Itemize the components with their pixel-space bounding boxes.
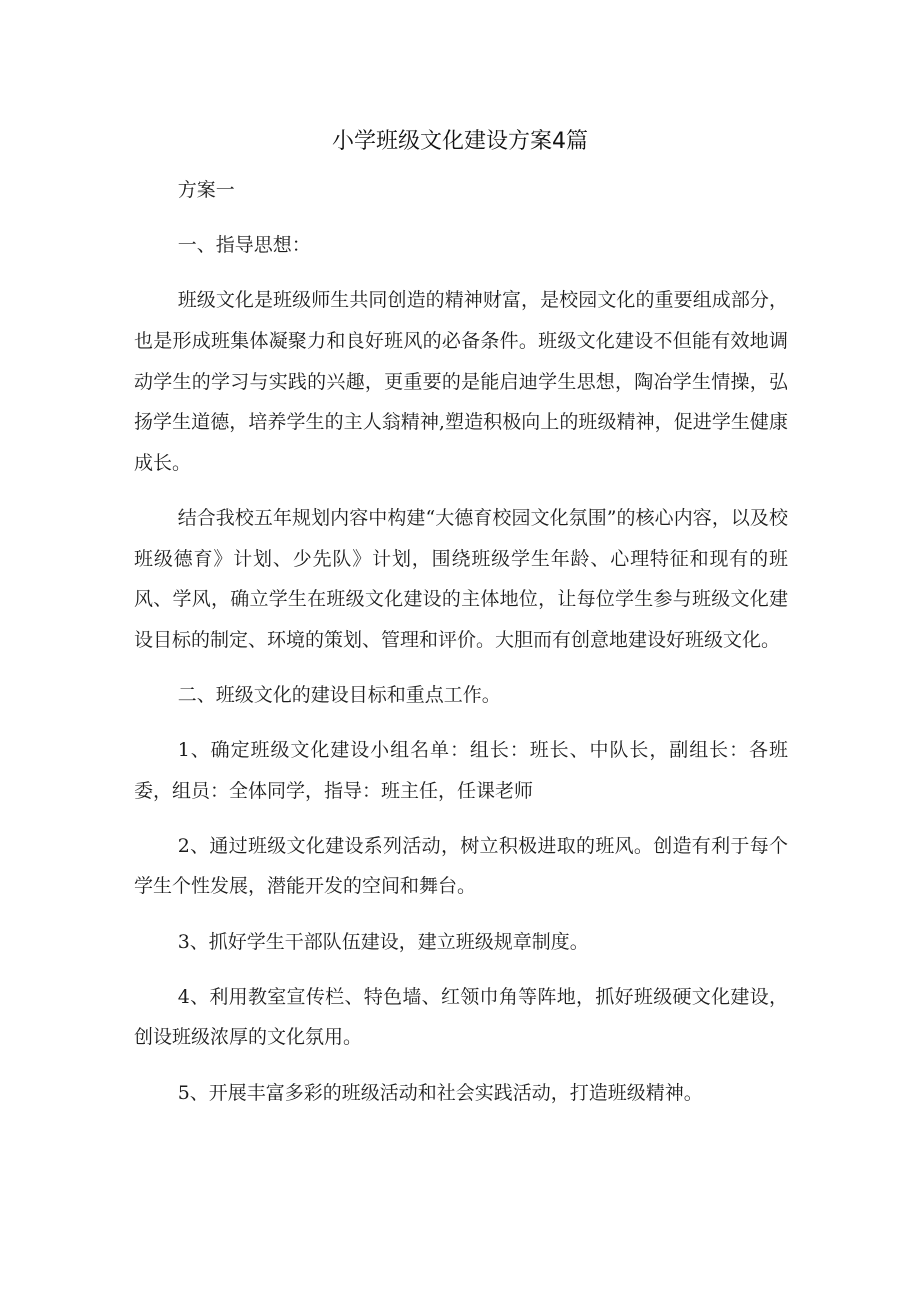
list-item-1: 1、确定班级文化建设小组名单：组长：班长、中队长，副组长：各班委，组员：全体同学，指导：班主任，任课老师 [134,739,788,802]
paragraph-school-plan: 结合我校五年规划内容中构建“大德育校园文化氛围”的核心内容，以及校班级德育》计划、少先队》计划，围绕班级学生年龄、心理特征和现有的班风、学风，确立学生在班级文化建设的主体地位，让每位学生参与班级文化建设目标的制定、环境的策划、管理和评价。大胆而有创意地建设好班级文化。 [134,506,788,651]
list-item-5: 5、开展丰富多彩的班级活动和社会实践活动，打造班级精神。 [177,1081,703,1104]
document-title: 小学班级文化建设方案4篇 [332,129,588,154]
list-item-2: 2、通过班级文化建设系列活动，树立积极进取的班风。创造有利于每个学生个性发展，潜能开发的空间和舞台。 [134,834,788,898]
list-item-4: 4、利用教室宣传栏、特色墙、红领巾角等阵地，抓好班级硬文化建设，创设班级浓厚的文化氛用。 [134,985,788,1049]
document-body [134,170,788,1128]
plan-heading: 方案一 [177,179,235,201]
list-item-3: 3、抓好学生干部队伍建设，建立班级规章制度。 [177,930,589,953]
section-heading-goals: 二、班级文化的建设目标和重点工作。 [177,683,501,706]
section-heading-guiding-ideology: 一、指导思想： [177,234,311,257]
paragraph-class-culture-intro: 班级文化是班级师生共同创造的精神财富，是校园文化的重要组成部分，也是形成班集体凝聚力和良好班风的必备条件。班级文化建设不但能有效地调动学生的学习与实践的兴趣，更重要的是能启迪学生思想，陶冶学生情操，弘扬学生道德，培养学生的主人翁精神,塑造积极向上的班级精神，促进学生健康成长。 [134,289,788,474]
